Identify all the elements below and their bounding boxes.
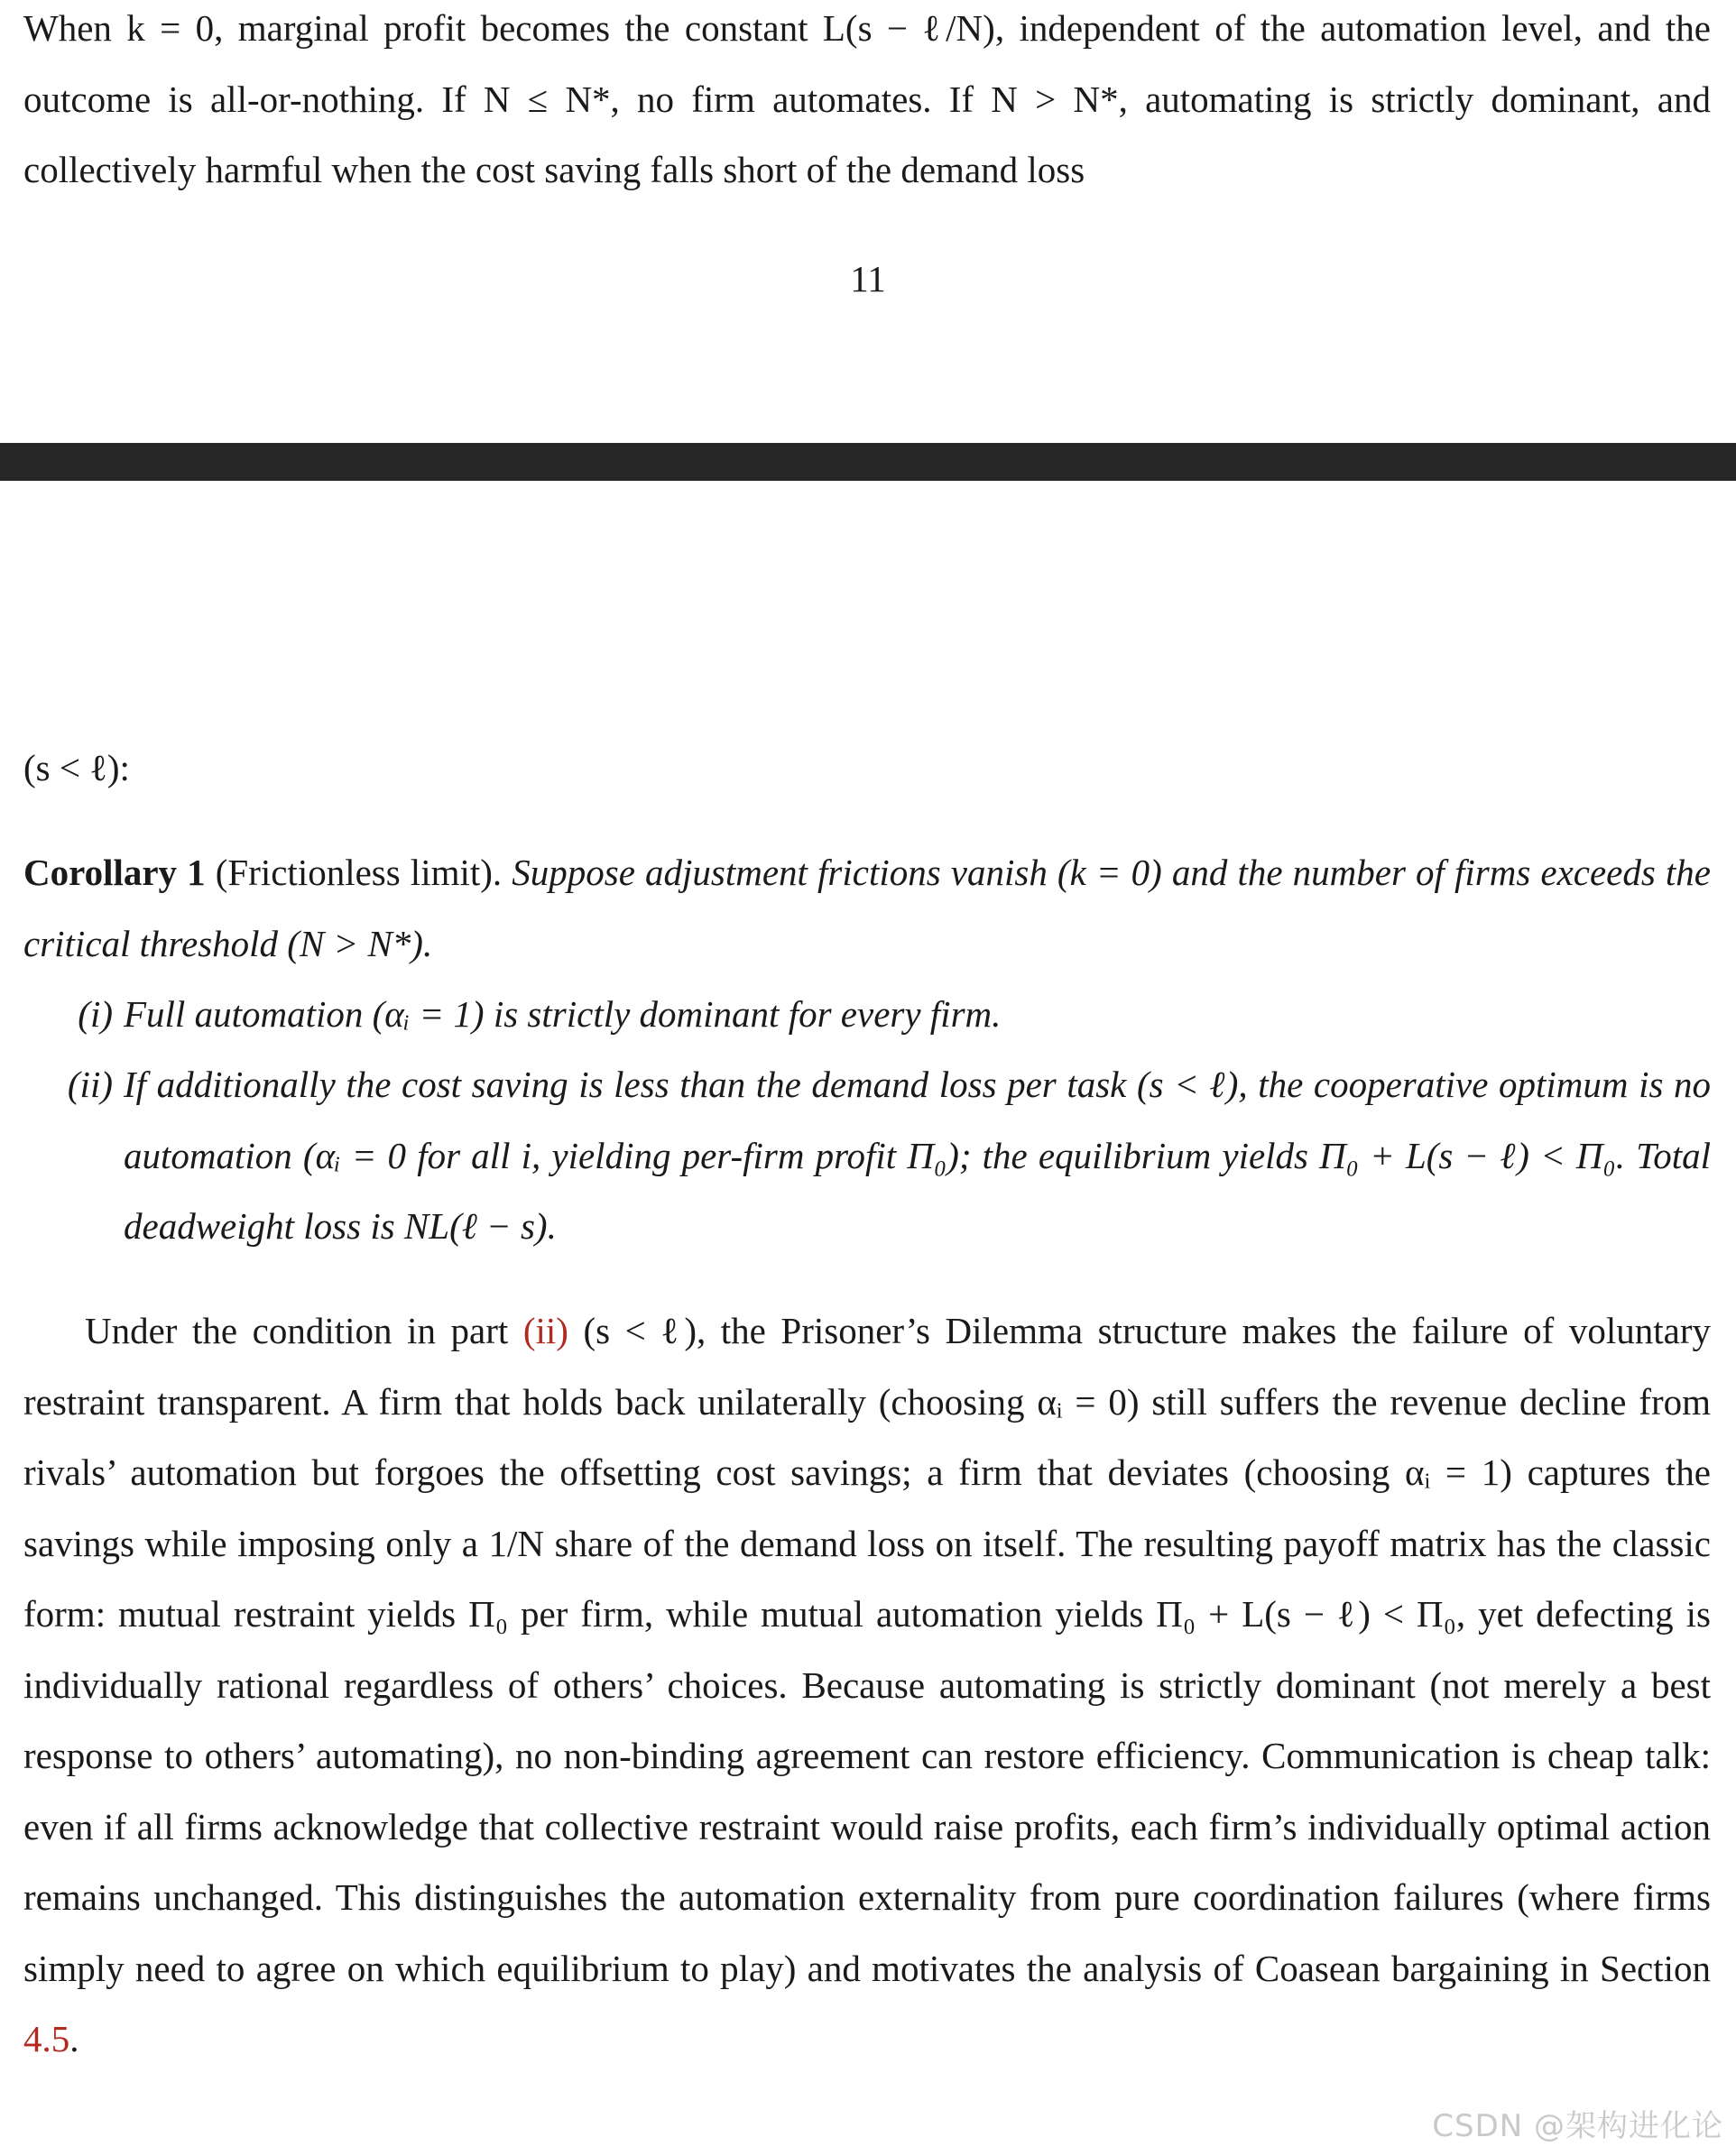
discussion-paragraph — [23, 1295, 1711, 2075]
corollary-heading: Corollary 1 — [23, 852, 206, 893]
discussion-body: (s < ℓ), the Prisoner’s Dilemma structure makes the failure of voluntary restraint transparent. A firm that holds back unilaterally (choosing αᵢ = 0) still suffers the revenue decline from rivals’ automation but forgoes the offsetting cost savings; a firm that deviates (choosing αᵢ = 1) captures the savings while imposing only a 1/N share of the demand loss on itself. The resulting payoff matrix has the classic form: mutual restraint yields Π₀ per firm, while mutual automation yields Π₀ + L(s − ℓ) < Π₀, yet defecting is individually rational regardless of others’ choices. Because automating is strictly dominant (not merely a best response to others’ automating), no non-binding agreement can restore efficiency. Communication is cheap talk: even if all firms acknowledge that collective restraint would raise profits, each firm’s individually optimal action remains unchanged. This distinguishes the automation externality from pure coordination failures (where firms simply need to agree on which equilibrium to play) and motivates the analysis of Coasean bargaining in Section — [23, 1310, 1711, 1989]
corollary-item-ii — [67, 1049, 1711, 1262]
item-text: Full automation (αᵢ = 1) is strictly dominant for every firm. — [124, 993, 1002, 1035]
page-number: 11 — [850, 258, 886, 299]
continuation-text: (s < ℓ): — [23, 747, 130, 788]
page-break-divider — [0, 443, 1736, 481]
discussion-lead: Under the condition in part — [85, 1310, 509, 1351]
corollary-item-i — [78, 979, 1711, 1050]
top-paragraph-text: When k = 0, marginal profit becomes the constant L(s − ℓ/N), independent of the automation level, and the outcome is all-or-nothing. If N ≤ N*, no firm automates. If N > N*, automating is strictly dominant, and collectively harmful when the cost saving falls short of the demand loss — [23, 7, 1711, 190]
corollary-title: (Frictionless limit). — [215, 852, 503, 893]
item-label: (i) — [78, 993, 113, 1035]
section-reference-link[interactable]: 4.5 — [23, 2018, 70, 2059]
item-label: (ii) — [67, 1064, 113, 1105]
watermark: CSDN @架构进化论 — [1432, 2108, 1723, 2144]
discussion-end: . — [69, 2018, 79, 2059]
corollary-statement: Suppose adjustment frictions vanish (k = 0) and the number of firms exceeds the critical threshold (N > N*). — [23, 852, 1712, 964]
corollary-block — [23, 837, 1711, 979]
item-text: If additionally the cost saving is less than the demand loss per task (s < ℓ), the cooperative optimum is no automation (αᵢ = 0 for all i, yielding per-firm profit Π₀); the equilibrium yields Π₀ + L(s − ℓ) < Π₀. Total deadweight loss is NL(ℓ − s). — [124, 1064, 1711, 1247]
part-ii-reference-link[interactable]: (ii) — [522, 1310, 568, 1351]
continuation-fragment — [23, 732, 1711, 804]
top-paragraph — [23, 0, 1711, 206]
